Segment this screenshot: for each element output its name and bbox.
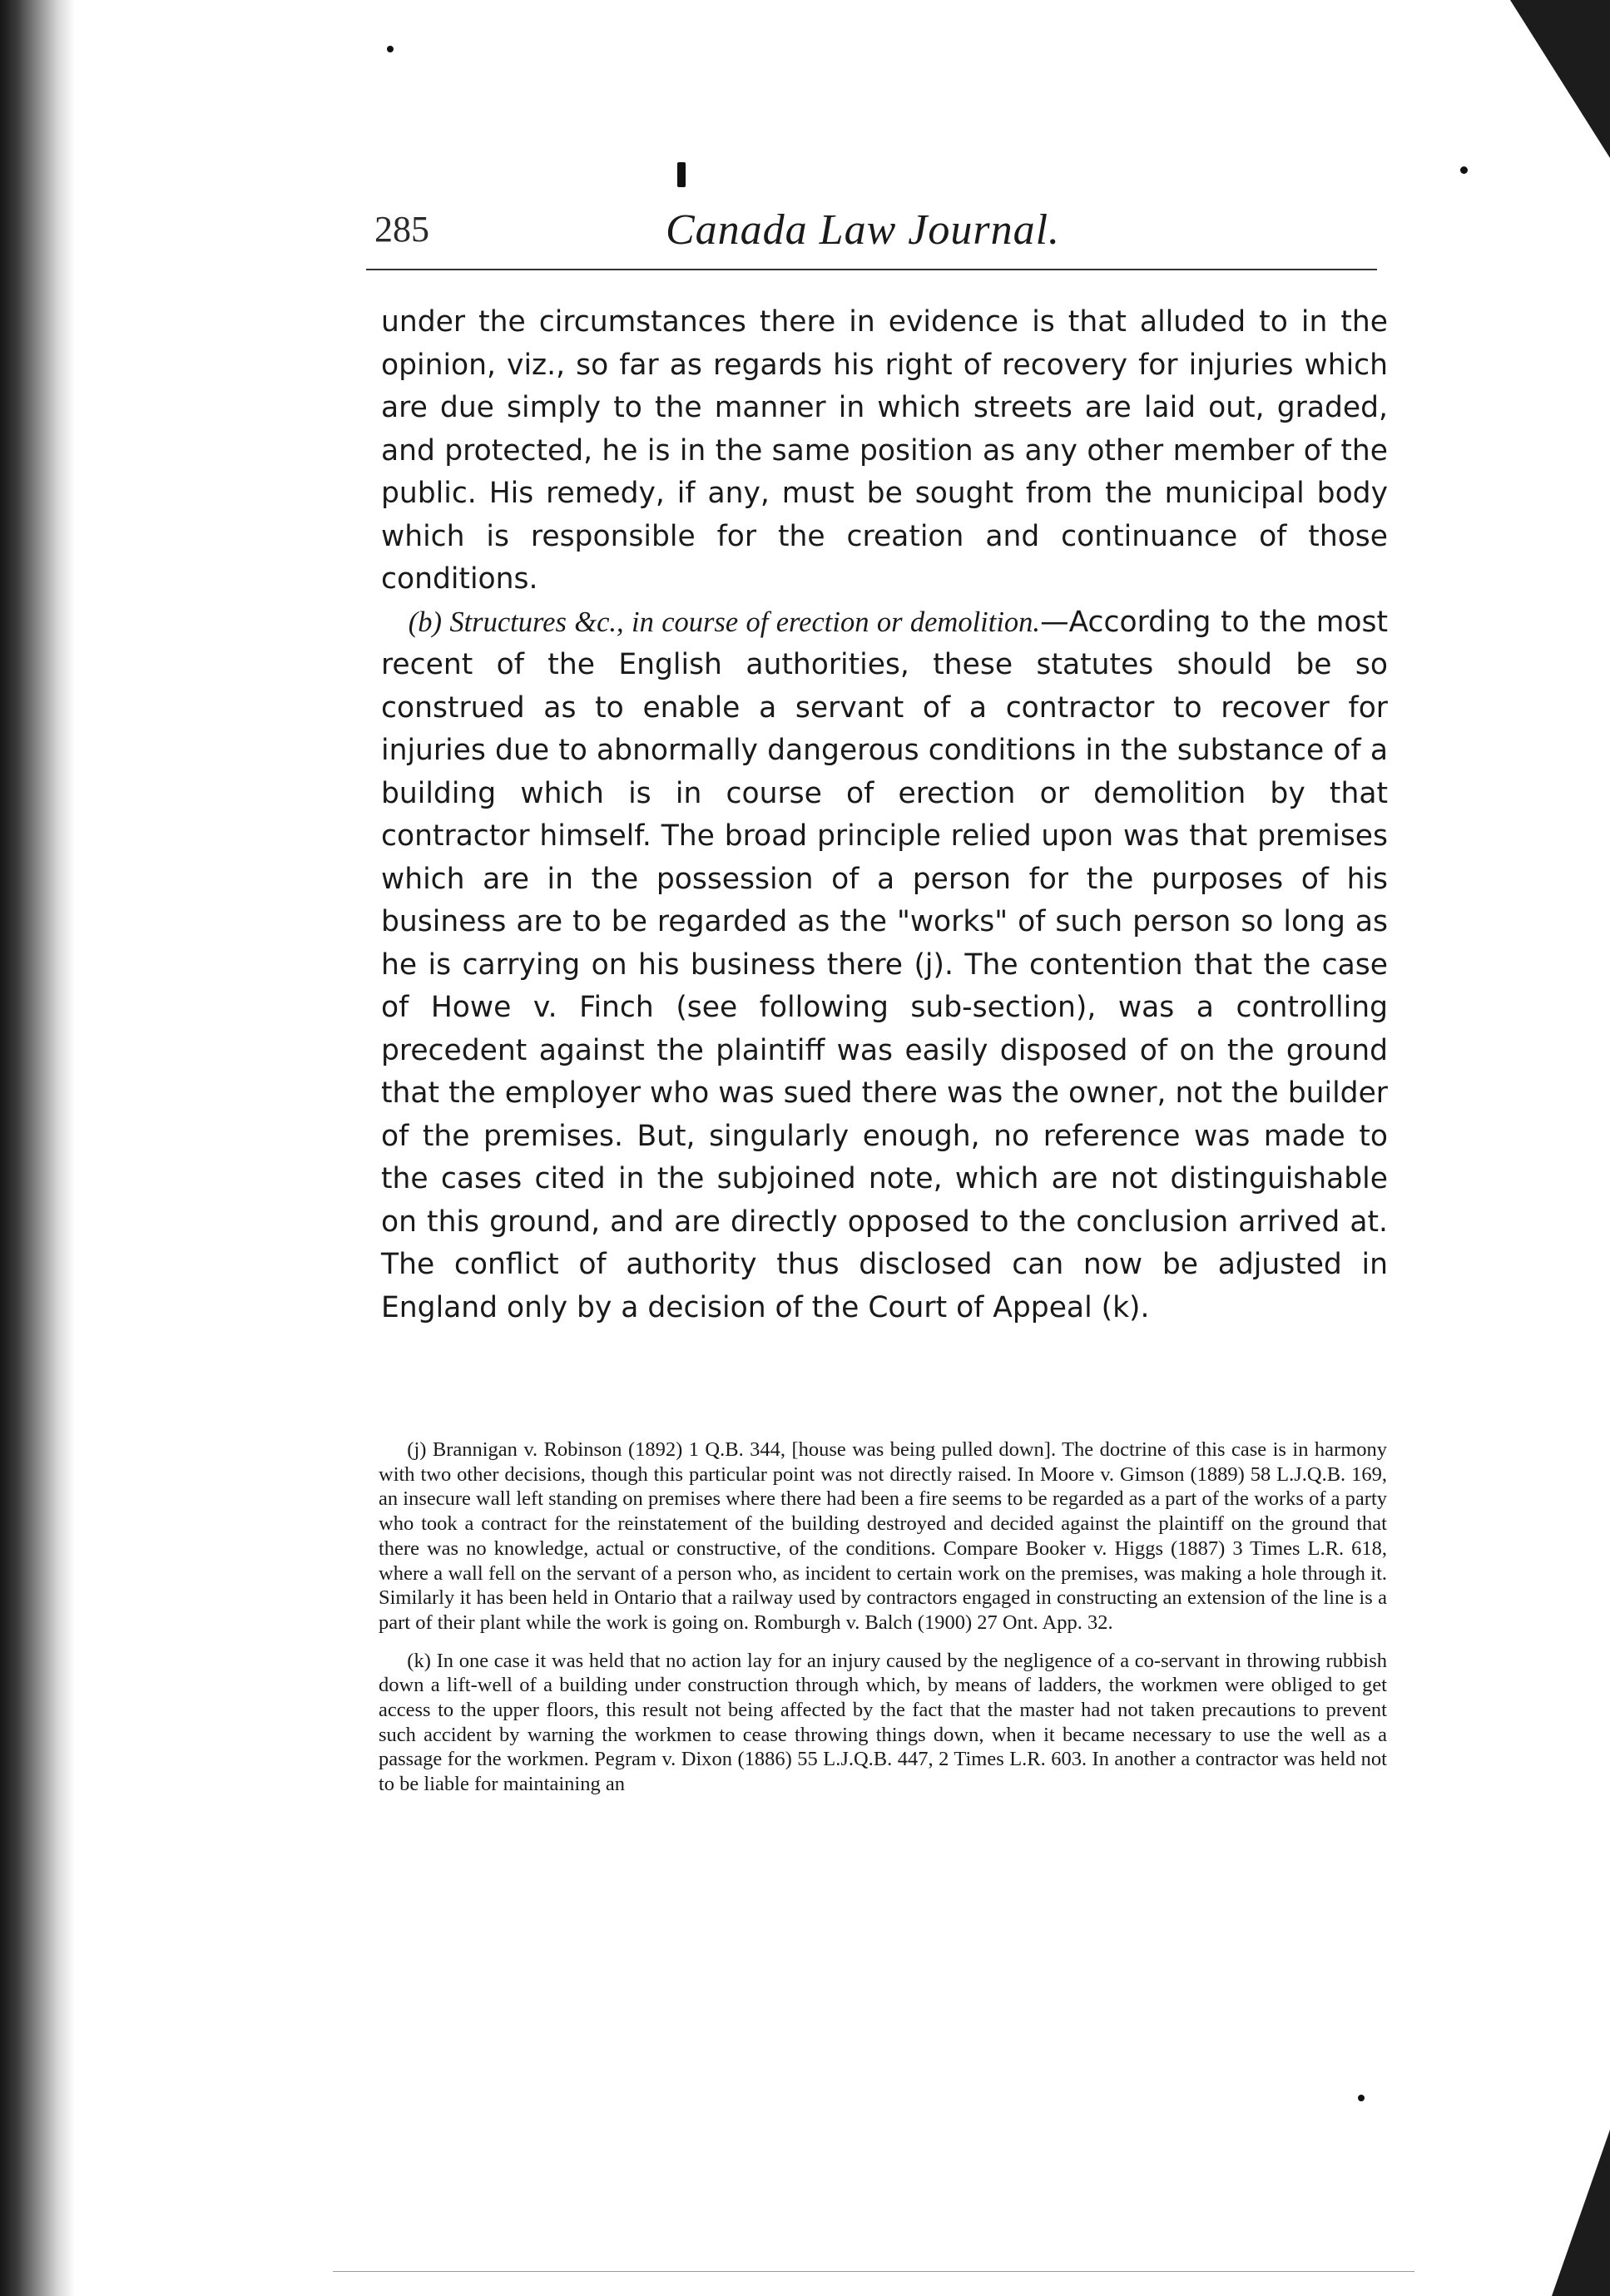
body-paragraph: under the circumstances there in evidence is that alluded to in the opinion, viz., so far as regards his right of recovery for injuries which are due simply to the manner in which streets are laid out, graded, and protected, he is in the same position as any other member of the public. His remedy, if any, must be sought from the municipal body which is responsible for the creation and continuance of those conditions. bbox=[381, 305, 1388, 596]
body-paragraph bbox=[381, 601, 1388, 1330]
page-number: 285 bbox=[374, 209, 429, 250]
section-text: —According to the most recent of the English authorities, these statutes should be so construed as to enable a servant of a contractor to recover for injuries due to abnormally dangerous conditions in the substance of a building which is in course of erection or demolition by that contractor himself. The broad principle relied upon was that premises which are in the possession of a person for the purposes of his business are to be regarded as the "works" of such person so long as he is carrying on his business there (j). The contention that the case of Howe v. Finch (see following sub-section), was a controlling precedent against the plaintiff was easily disposed of on the ground that the employer who was sued there was the owner, not the builder of the premises. But, singularly enough, no reference was made to the cases cited in the subjoined note, which are not distinguishable on this ground, and are directly opposed to the conclusion arrived at. The conflict of authority thus disclosed can now be adjusted in England only by a decision of the Court of Appeal (k). bbox=[381, 605, 1388, 1324]
section-heading: (b) Structures &c., in course of erection or demolition. bbox=[408, 606, 1041, 638]
running-title: Canada Law Journal. bbox=[666, 206, 1061, 254]
bottom-edge-rule bbox=[333, 2271, 1414, 2272]
header-rule bbox=[366, 269, 1377, 270]
footnote-j: (j) Brannigan v. Robinson (1892) 1 Q.B. 344, [house was being pulled down]. The doctrine of this case is in harmony with two other decisions, though this particular point was not directly raised. In Moore v. Gimson (1889) 58 L.J.Q.B. 169, an insecure wall left standing on premises where there had been a fire seems to be regarded as a part of the works of a party who took a contract for the reinstatement of the building destroyed and decided against the plaintiff on the ground that there was no knowledge, actual or constructive, of the conditions. Compare Booker v. Higgs (1887) 3 Times L.R. 618, where a wall fell on the servant of a person who, as incident to certain work on the premises, was making a hole through it. Similarly it has been held in Ontario that a railway used by contractors engaged in constructing an extension of the line is a part of their plant while the work is going on. Romburgh v. Balch (1900) 27 Ont. App. 32. bbox=[379, 1438, 1387, 1634]
scan-speck bbox=[1358, 2095, 1365, 2101]
main-text bbox=[381, 301, 1388, 1329]
printer-ornament bbox=[677, 162, 686, 187]
page-header bbox=[374, 187, 1381, 262]
scan-speck bbox=[1460, 166, 1468, 174]
footnote-k: (k) In one case it was held that no action lay for an injury caused by the negligence of a co-servant in throwing rubbish down a lift-well of a building under construction through which, by means of ladders, the workmen were obliged to get access to the upper floors, this result not being affected by the fact that the master had not taken precautions to prevent such accident by warning the workmen to cease throwing things down, when it became necessary to use the well as a passage for the workmen. Pegram v. Dixon (1886) 55 L.J.Q.B. 447, 2 Times L.R. 603. In another a contractor was held not to be liable for maintaining an bbox=[379, 1649, 1387, 1796]
scan-speck bbox=[387, 46, 394, 52]
scan-shadow-left bbox=[0, 0, 75, 2296]
scan-shadow-top-right bbox=[1510, 0, 1610, 158]
footnotes bbox=[379, 1437, 1387, 1810]
scan-shadow-bottom-right bbox=[1552, 2130, 1610, 2296]
